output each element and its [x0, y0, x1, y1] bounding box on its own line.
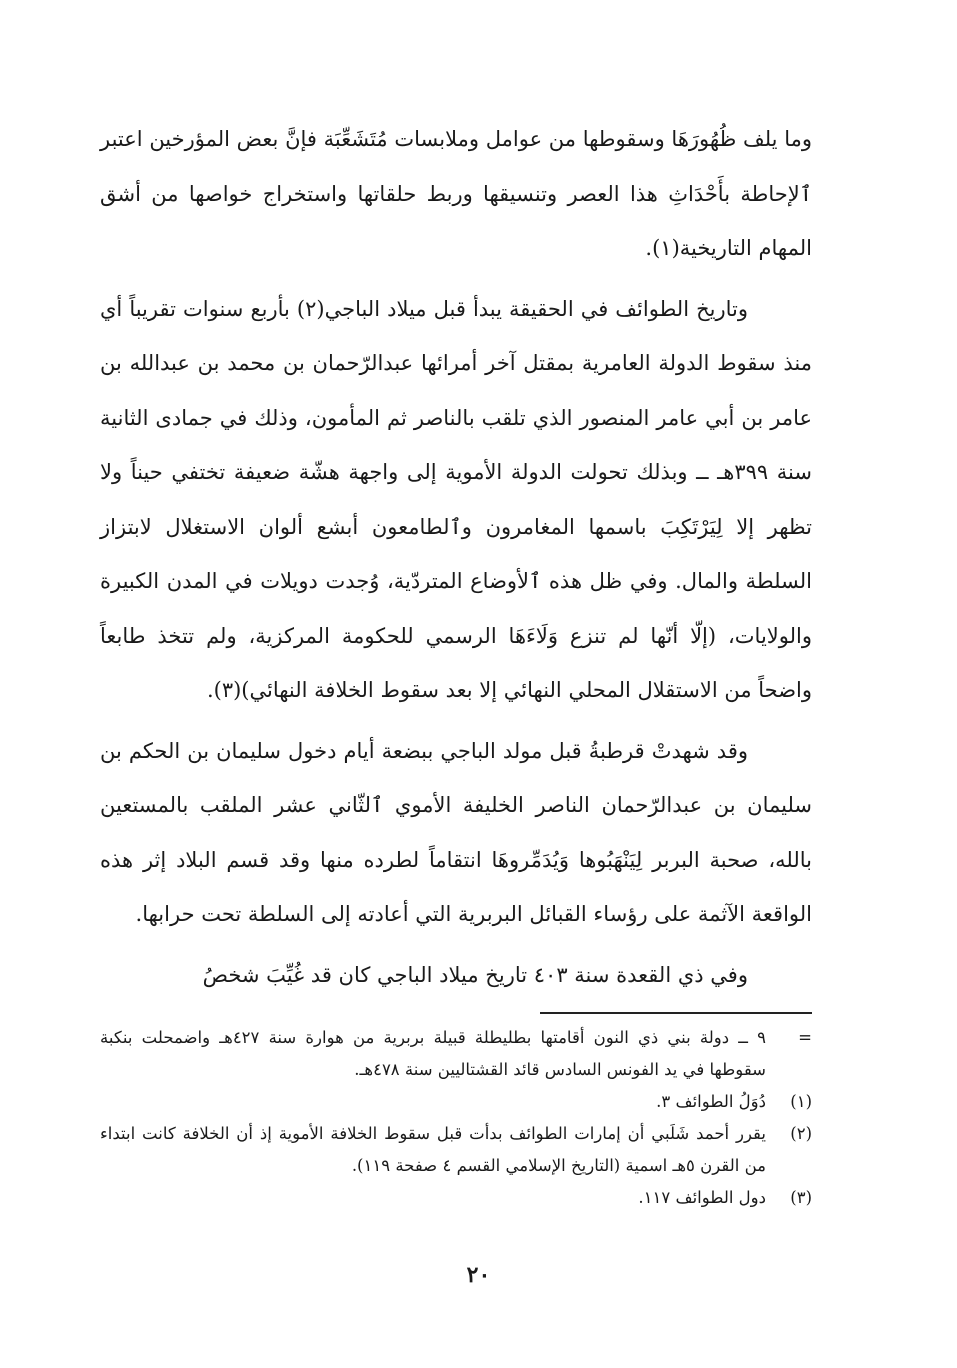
footnote-marker: (٢) [790, 1124, 812, 1143]
footnote-marker: (٣) [790, 1188, 812, 1207]
paragraph-1: وما يلف ظُهُورَهَا وسقوطها من عوامل وملابسات مُتَشَعِّبَة فإنَّ بعض المؤرخين اعتبر ٱلإحاطة بأَحْدَاثِ هذا العصر وتنسيقها وربط حلقاتها واستخراج خواصها من أشق المهام التاريخية(١). [100, 127, 812, 260]
footnote-marker: (١) [790, 1092, 812, 1111]
footnote-text: يقرر أحمد شَلَبي أن إمارات الطوائف بدأت قبل سقوط الخلافة الأموية إذ أن الخلافة كانت ابتداء من القرن ٥هـ اسمية (التاريخ الإسلامي القسم ٤ صفحة ١١٩). [100, 1124, 766, 1175]
page-number: ٢٠ [466, 1262, 491, 1288]
paragraph-4: وفي ذي القعدة سنة ٤٠٣ تاريخ ميلاد الباجي كان قد غُيِّبَ شخصُ [202, 962, 748, 987]
footnote-marker: = [798, 1028, 812, 1047]
footnotes [100, 1022, 812, 1214]
footnote-text: دُوَلُ الطوائف ٣. [656, 1092, 766, 1111]
paragraph-2: وتاريخ الطوائف في الحقيقة يبدأ قبل ميلاد الباجي(٢) بأربع سنوات تقريباً أي منذ سقوط الدولة العامرية بمقتل آخر أمرائها عبدالرّحمان بن محمد بن عبدالله بن عامر بن أبي عامر المنصور الذي تلقب بالناصر ثم المأمون، وذلك في جمادى الثانية سنة ٣٩٩هـ ــ وبذلك تحولت الدولة الأموية إلى واجهة هشّة ضعيفة تختفي حيناً ولا تظهر إلا لِيَرْتَكِبَ باسمها المغامرون وٱلطامعون أبشع ألوان الاستغلال لابتزاز السلطة والمال. وفي ظل هذه ٱلأوضاع المتردّية، وُجدت دويلات في المدن الكبيرة والولايات، (إلّا أنّها لم تنزع وَلَاءَهَا الرسمي للحكومة المركزية، ولم تتخذ طابعاً واضحاً من الاستقلال المحلي النهائي إلا بعد سقوط الخلافة النهائي)(٣). [100, 296, 812, 702]
footnote-text: دول الطوائف ١١٧. [638, 1188, 766, 1207]
footnote-1 [100, 1086, 812, 1118]
footnote-separator [540, 1012, 812, 1014]
footnote-continuation [100, 1022, 812, 1086]
paragraph-3: وقد شهدتْ قرطبةُ قبل مولد الباجي ببضعة أيام دخول سليمان بن الحكم بن سليمان بن عبدالرّحمان الناصر الخليفة الأموي ٱلثّاني عشر الملقب بالمستعين بالله، صحبة البربر لِيَنْهَبُوها وَيُدَمِّروهَا انتقاماً لطرده منها وقد قسم البلاد إثر هذه الواقعة الآثمة على رؤساء القبائل البربرية التي أعادته إلى السلطة تحت حرابها. [100, 738, 812, 926]
footnote-2 [100, 1118, 812, 1182]
footnote-3 [100, 1182, 812, 1214]
footnote-text: ٩ ــ دولة بني ذي النون أقامتها بطليطلة قبيلة بربرية من هوارة سنة ٤٢٧هـ واضمحلت بنكبة سقوطها في يد الفونس السادس قائد القشتاليين سنة ٤٧٨هـ. [100, 1028, 766, 1079]
main-text [100, 112, 812, 1008]
